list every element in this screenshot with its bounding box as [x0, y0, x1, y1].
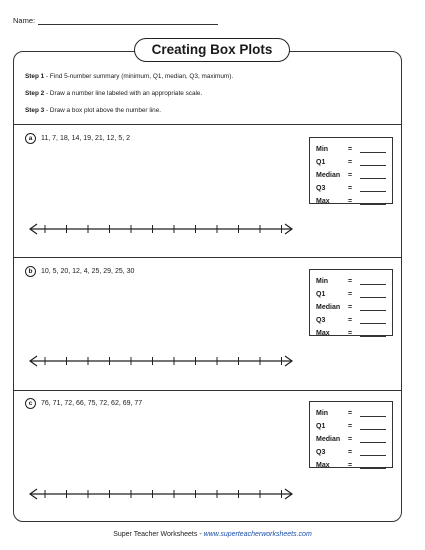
- summary-row: [316, 420, 392, 433]
- answer-blank[interactable]: [360, 449, 386, 456]
- summary-label: Q1: [316, 159, 326, 166]
- divider: [13, 257, 402, 258]
- equals-sign: =: [348, 449, 353, 456]
- summary-row: [316, 433, 392, 446]
- answer-blank[interactable]: [360, 172, 386, 179]
- answer-blank[interactable]: [360, 146, 386, 153]
- divider: [13, 390, 402, 391]
- answer-blank[interactable]: [360, 330, 386, 337]
- answer-blank[interactable]: [360, 423, 386, 430]
- equals-sign: =: [348, 436, 353, 443]
- divider: [13, 124, 402, 125]
- equals-sign: =: [348, 304, 353, 311]
- summary-row: [316, 314, 392, 327]
- footer-brand: Super Teacher Worksheets: [113, 531, 198, 538]
- summary-label: Median: [316, 436, 341, 443]
- problem-data: 76, 71, 72, 66, 75, 72, 62, 69, 77: [41, 400, 143, 407]
- answer-blank[interactable]: [360, 436, 386, 443]
- summary-label: Max: [316, 462, 330, 469]
- name-label: Name:: [13, 16, 36, 25]
- instructions: [25, 72, 233, 123]
- summary-row: [316, 156, 392, 169]
- summary-label: Q3: [316, 449, 326, 456]
- summary-row: [316, 407, 392, 420]
- summary-label: Min: [316, 410, 329, 417]
- problem-data: 11, 7, 18, 14, 19, 21, 12, 5, 2: [41, 135, 130, 142]
- letter-circle: c: [25, 398, 36, 409]
- summary-label: Max: [316, 198, 330, 205]
- footer-link[interactable]: www.superteacherworksheets.com: [203, 531, 312, 538]
- summary-label: Min: [316, 278, 329, 285]
- name-input-line[interactable]: [38, 16, 218, 25]
- equals-sign: =: [348, 185, 353, 192]
- problem-data: 10, 5, 20, 12, 4, 25, 29, 25, 30: [41, 268, 135, 275]
- summary-box-a: [309, 137, 393, 204]
- equals-sign: =: [348, 462, 353, 469]
- summary-row: [316, 275, 392, 288]
- problem-c: [25, 398, 142, 409]
- summary-row: [316, 446, 392, 459]
- summary-label: Q3: [316, 317, 326, 324]
- summary-row: [316, 143, 392, 156]
- answer-blank[interactable]: [360, 278, 386, 285]
- name-row: [13, 16, 218, 25]
- equals-sign: =: [348, 291, 353, 298]
- summary-box-c: [309, 401, 393, 468]
- summary-box-b: [309, 269, 393, 336]
- equals-sign: =: [348, 172, 353, 179]
- summary-label: Q3: [316, 185, 326, 192]
- page-title: Creating Box Plots: [134, 38, 290, 62]
- footer: Super Teacher Worksheets - www.superteacherworksheets.com: [113, 531, 312, 538]
- summary-label: Q1: [316, 423, 326, 430]
- number-line-a: [28, 222, 294, 236]
- summary-label: Max: [316, 330, 330, 337]
- letter-circle: a: [25, 133, 36, 144]
- answer-blank[interactable]: [360, 291, 386, 298]
- equals-sign: =: [348, 159, 353, 166]
- summary-row: [316, 327, 392, 340]
- equals-sign: =: [348, 330, 353, 337]
- summary-row: [316, 301, 392, 314]
- step-3: Step 3 - Draw a box plot above the number line.: [25, 107, 162, 114]
- summary-label: Q1: [316, 291, 326, 298]
- answer-blank[interactable]: [360, 410, 386, 417]
- summary-row: [316, 169, 392, 182]
- equals-sign: =: [348, 423, 353, 430]
- problem-b: [25, 266, 134, 277]
- answer-blank[interactable]: [360, 304, 386, 311]
- summary-label: Median: [316, 172, 341, 179]
- summary-row: [316, 182, 392, 195]
- equals-sign: =: [348, 317, 353, 324]
- problem-a: [25, 133, 130, 144]
- summary-row: [316, 288, 392, 301]
- equals-sign: =: [348, 198, 353, 205]
- equals-sign: =: [348, 410, 353, 417]
- letter-circle: b: [25, 266, 36, 277]
- answer-blank[interactable]: [360, 198, 386, 205]
- summary-label: Median: [316, 304, 341, 311]
- equals-sign: =: [348, 278, 353, 285]
- summary-label: Min: [316, 146, 329, 153]
- answer-blank[interactable]: [360, 462, 386, 469]
- summary-row: [316, 195, 392, 208]
- summary-row: [316, 459, 392, 472]
- equals-sign: =: [348, 146, 353, 153]
- answer-blank[interactable]: [360, 317, 386, 324]
- number-line-b: [28, 354, 294, 368]
- step-2: Step 2 - Draw a number line labeled with an appropriate scale.: [25, 90, 203, 97]
- step-1: Step 1 - Find 5-number summary (minimum, Q1, median, Q3, maximum).: [25, 73, 234, 80]
- number-line-c: [28, 487, 294, 501]
- answer-blank[interactable]: [360, 185, 386, 192]
- answer-blank[interactable]: [360, 159, 386, 166]
